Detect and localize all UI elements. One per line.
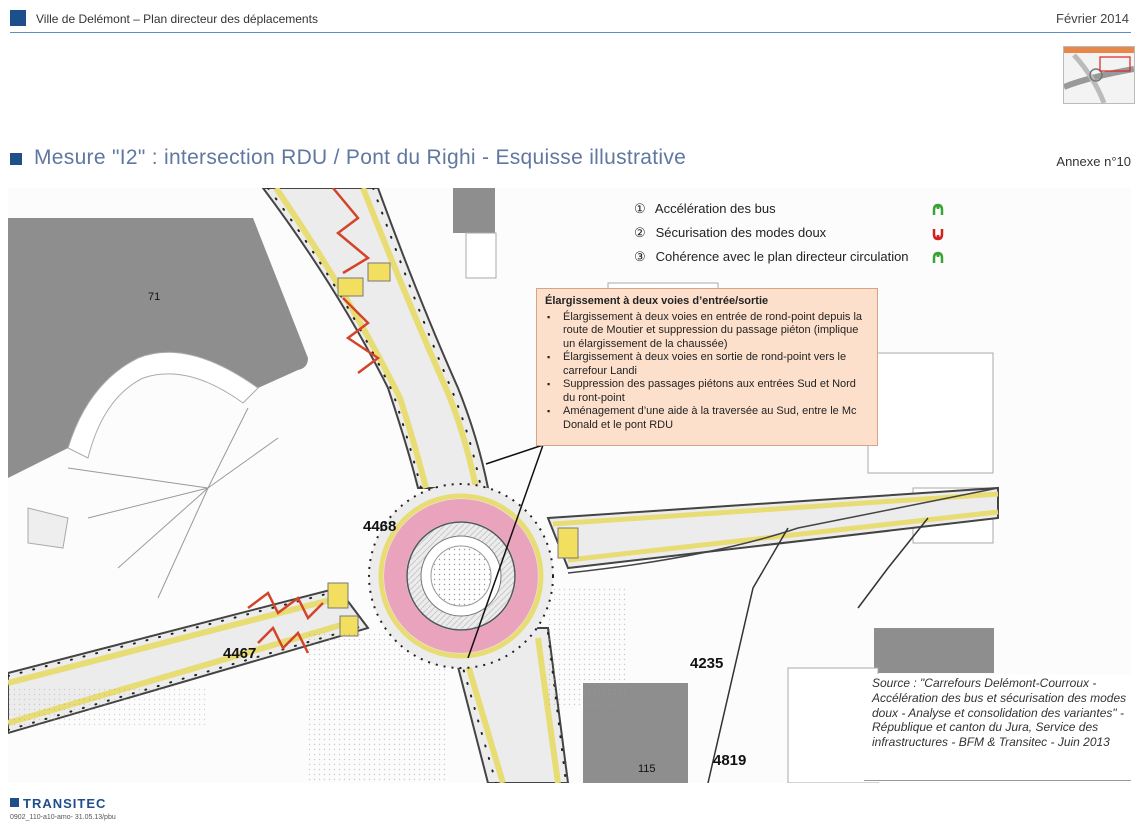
parcel-label-4235: 4235 <box>690 655 724 672</box>
callout-item: ▪ Élargissement à deux voies en sortie de rond-point vers le carrefour Landi <box>563 351 869 378</box>
header-date: Février 2014 <box>1056 11 1129 26</box>
assessment-legend <box>634 201 954 273</box>
legend-number: ① <box>634 201 646 216</box>
header-logo-square <box>10 10 26 26</box>
callout-item: ▪ Aménagement d’une aide à la traversée au Sud, entre le Mc Donald et le pont RDU <box>563 405 869 432</box>
location-thumbnail <box>1063 46 1135 104</box>
annexe-number: Annexe n°10 <box>1056 154 1131 169</box>
callout-item: ▪ Élargissement à deux voies en entrée de rond-point depuis la route de Moutier et suppression du passage piéton (implique un élargissement de la chaussée) <box>563 311 869 352</box>
legend-item-plan-coherence <box>634 249 954 273</box>
legend-item-bus-acceleration <box>634 201 954 225</box>
title-bullet-square <box>10 153 22 165</box>
callout-title: Élargissement à deux voies d’entrée/sortie <box>545 295 769 307</box>
parcel-label-4467: 4467 <box>223 645 257 662</box>
header-divider <box>10 32 1131 33</box>
legend-number: ② <box>634 225 646 240</box>
source-citation: Source : "Carrefours Delémont-Courroux - Accélération des bus et sécurisation des modes doux - Analyse et consolidation des variantes" - République et canton du Jura, Service des infrastructures - BFM & Transitec - Juin 2013 <box>866 674 1131 782</box>
measure-callout-box <box>536 288 878 446</box>
legend-label: Accélération des bus <box>654 201 776 216</box>
header-document-title: Ville de Delémont – Plan directeur des déplacements <box>36 12 318 26</box>
legend-item-soft-modes-safety <box>634 225 954 249</box>
transitec-logo <box>10 796 106 811</box>
page-title: Mesure "I2" : intersection RDU / Pont du Righi - Esquisse illustrative <box>34 146 687 169</box>
brand-name: TRANSITEC <box>23 796 107 811</box>
document-reference: 0902_110-a10-amo- 31.05.13/pbu <box>10 814 116 821</box>
legend-label: Sécurisation des modes doux <box>655 225 827 240</box>
thumbs-up-icon <box>931 203 945 217</box>
thumbs-down-icon <box>931 227 945 241</box>
logo-square <box>10 798 19 807</box>
parcel-label-115: 115 <box>638 763 656 775</box>
callout-item: ▪ Suppression des passages piétons aux entrées Sud et Nord du ront-point <box>563 378 869 405</box>
thumbs-up-icon <box>931 251 945 265</box>
parcel-label-4468: 4468 <box>363 518 397 535</box>
callout-list <box>545 311 869 433</box>
footer-divider <box>864 780 1131 781</box>
roundabout <box>369 484 553 668</box>
legend-number: ③ <box>634 249 646 264</box>
parcel-label-4819: 4819 <box>713 752 747 769</box>
legend-label: Cohérence avec le plan directeur circulation <box>655 249 909 264</box>
parcel-label-71: 71 <box>148 291 161 303</box>
